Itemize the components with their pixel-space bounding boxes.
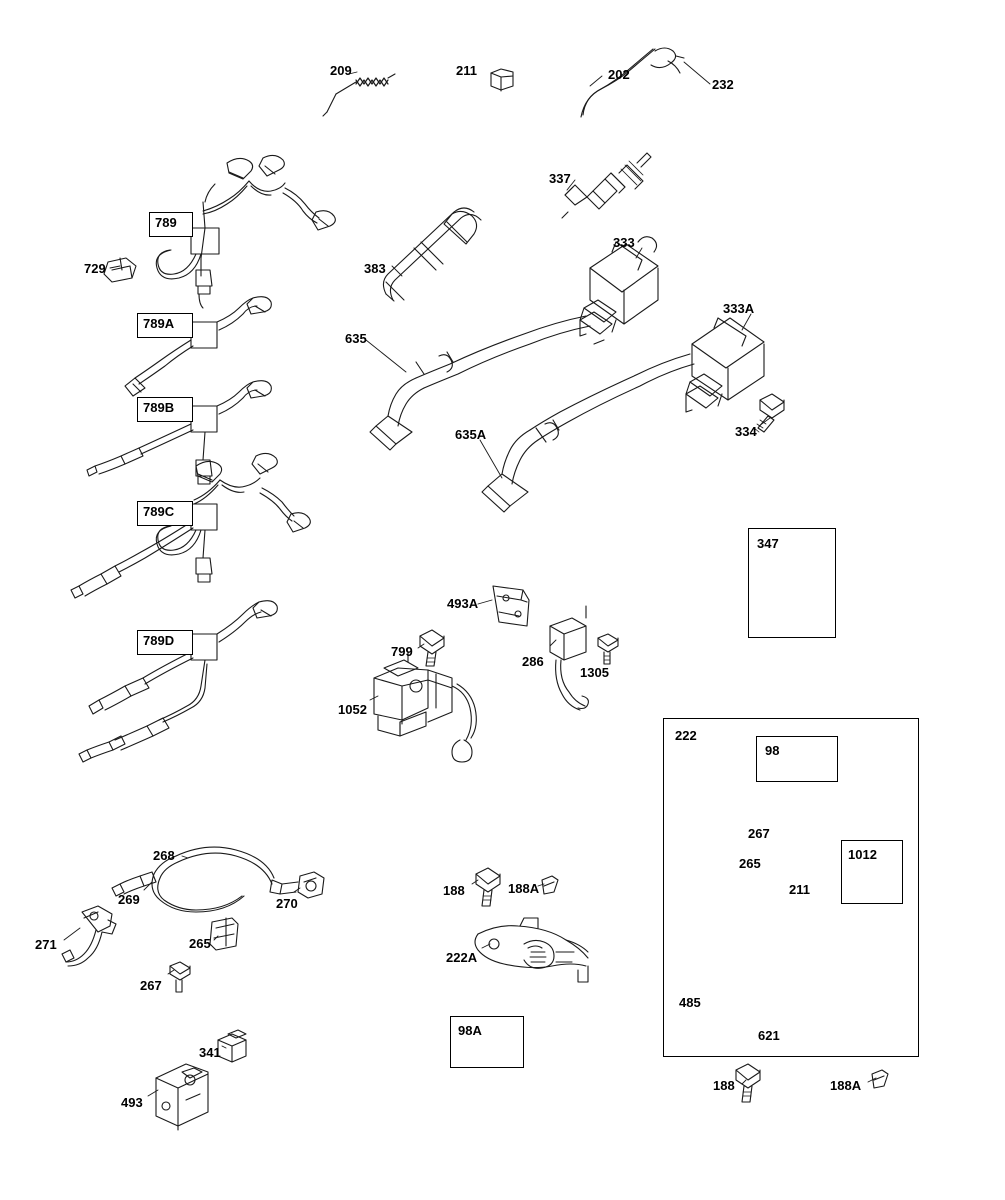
part-202-control-rod xyxy=(581,48,684,117)
part-799-bolt xyxy=(420,630,444,666)
callout-222: 222 xyxy=(675,728,697,743)
callout-270: 270 xyxy=(276,896,298,911)
callout-268: 268 xyxy=(153,848,175,863)
callout-493: 493 xyxy=(121,1095,143,1110)
part-789A-harness xyxy=(125,297,271,396)
part-265-clip-left xyxy=(210,918,238,950)
callout-789B: 789B xyxy=(143,400,175,415)
callout-209: 209 xyxy=(330,63,352,78)
callout-621: 621 xyxy=(758,1028,780,1043)
callout-493A: 493A xyxy=(447,596,479,611)
callout-1012: 1012 xyxy=(848,847,877,862)
part-211-bushing-top xyxy=(491,69,513,91)
callout-789D: 789D xyxy=(143,633,175,648)
part-209-spring xyxy=(323,74,395,116)
callout-286: 286 xyxy=(522,654,544,669)
callout-188A-center: 188A xyxy=(508,881,540,896)
part-635A-plug-wire xyxy=(482,354,694,512)
part-188A-washer-center xyxy=(542,876,558,894)
callout-188-bottom: 188 xyxy=(713,1078,735,1093)
callout-188A-bottom: 188A xyxy=(830,1078,862,1093)
part-1052-fuel-solenoid xyxy=(374,652,476,762)
callout-333: 333 xyxy=(613,235,635,250)
callout-789C: 789C xyxy=(143,504,175,519)
part-729-clip xyxy=(104,258,136,282)
callout-334: 334 xyxy=(735,424,757,439)
callout-267-left: 267 xyxy=(140,978,162,993)
part-271-lever xyxy=(62,906,116,966)
part-337-spark-plug xyxy=(562,153,651,218)
callout-188-center: 188 xyxy=(443,883,465,898)
part-267-screw-left xyxy=(170,962,190,992)
callout-211-top: 211 xyxy=(456,63,477,78)
part-333-coil xyxy=(580,237,658,344)
callout-789A: 789A xyxy=(143,316,175,331)
callout-232: 232 xyxy=(712,77,734,92)
callout-265-left: 265 xyxy=(189,936,211,951)
callout-347: 347 xyxy=(757,536,779,551)
callout-1305: 1305 xyxy=(580,665,609,680)
part-188A-washer-bottom xyxy=(872,1070,888,1088)
callout-635A: 635A xyxy=(455,427,487,442)
callout-222A: 222A xyxy=(446,950,478,965)
part-341-bushing xyxy=(218,1030,246,1062)
callout-333A: 333A xyxy=(723,301,755,316)
part-188-bolt-center xyxy=(476,868,500,906)
part-789D-harness xyxy=(79,601,277,762)
callout-485: 485 xyxy=(679,995,701,1010)
part-188-bolt-bottom xyxy=(736,1064,760,1102)
callout-267-right: 267 xyxy=(748,826,770,841)
callout-202: 202 xyxy=(608,67,630,82)
callout-337: 337 xyxy=(549,171,571,186)
callout-98: 98 xyxy=(765,743,780,758)
callout-265-right: 265 xyxy=(739,856,761,871)
part-333A-coil xyxy=(686,318,764,412)
part-286-module xyxy=(550,606,588,710)
part-493-bracket xyxy=(156,1064,208,1130)
callout-98A: 98A xyxy=(458,1023,482,1038)
callout-271: 271 xyxy=(35,937,57,952)
callout-789: 789 xyxy=(155,215,177,230)
part-493A-bracket xyxy=(493,586,529,626)
callout-269: 269 xyxy=(118,892,140,907)
callout-799: 799 xyxy=(391,644,413,659)
callout-729: 729 xyxy=(84,261,106,276)
callout-635: 635 xyxy=(345,331,367,346)
callout-383: 383 xyxy=(364,261,386,276)
callout-341: 341 xyxy=(199,1045,221,1060)
part-334-bolt xyxy=(754,394,784,432)
part-383-tube xyxy=(383,208,481,301)
part-1305-screw xyxy=(598,634,618,664)
callout-211-right: 211 xyxy=(789,882,810,897)
callout-1052: 1052 xyxy=(338,702,367,717)
part-222A-bracket xyxy=(475,918,588,982)
